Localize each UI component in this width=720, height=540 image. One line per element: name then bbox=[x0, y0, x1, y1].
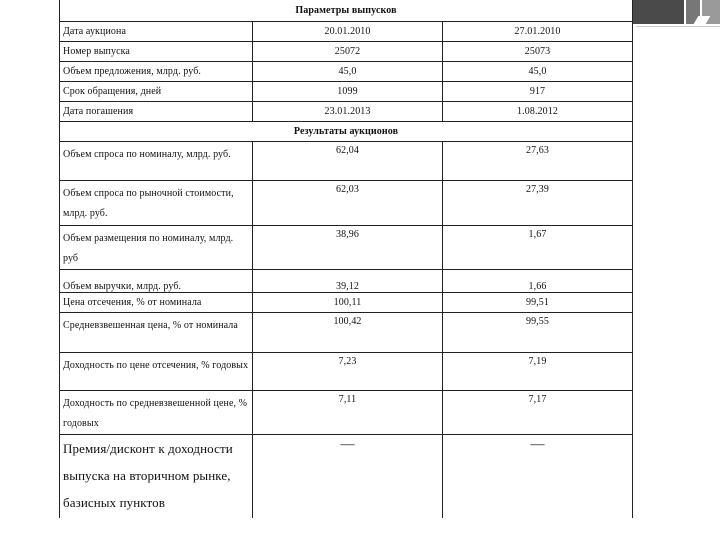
row-label: Объем спроса по номиналу, млрд. руб. bbox=[60, 141, 253, 180]
row-label: Номер выпуска bbox=[60, 41, 253, 61]
value-col1: — bbox=[253, 434, 443, 518]
row-label: Доходность по средневзвешенной цене, % годовых bbox=[60, 390, 253, 434]
value-col1: 38,96 bbox=[253, 225, 443, 269]
value-col1: 62,03 bbox=[253, 180, 443, 225]
table-row bbox=[60, 434, 633, 518]
table-row bbox=[60, 81, 633, 101]
value-col2: 25073 bbox=[443, 41, 633, 61]
row-label: Доходность по цене отсечения, % годовых bbox=[60, 352, 253, 390]
params-header: Параметры выпусков bbox=[60, 0, 633, 21]
value-col1: 45,0 bbox=[253, 61, 443, 81]
table-row bbox=[60, 41, 633, 61]
row-label: Срок обращения, дней bbox=[60, 81, 253, 101]
table-row bbox=[60, 352, 633, 390]
value-col2: 27,39 bbox=[443, 180, 633, 225]
table-row bbox=[60, 61, 633, 81]
value-col2: — bbox=[443, 434, 633, 518]
auction-table bbox=[59, 0, 633, 518]
value-col1: 23.01.2013 bbox=[253, 101, 443, 121]
table-row bbox=[60, 101, 633, 121]
value-col1: 7,11 bbox=[253, 390, 443, 434]
value-col2: 27.01.2010 bbox=[443, 21, 633, 41]
value-col1: 25072 bbox=[253, 41, 443, 61]
row-label: Цена отсечения, % от номинала bbox=[60, 292, 253, 312]
table-row bbox=[60, 21, 633, 41]
results-header: Результаты аукционов bbox=[60, 121, 633, 141]
value-col1: 100,42 bbox=[253, 312, 443, 352]
table-row bbox=[60, 292, 633, 312]
value-col2: 99,51 bbox=[443, 292, 633, 312]
value-col2: 99,55 bbox=[443, 312, 633, 352]
slide-corner-ornament bbox=[632, 0, 720, 24]
value-col2: 7,17 bbox=[443, 390, 633, 434]
value-col2: 45,0 bbox=[443, 61, 633, 81]
value-col2: 7,19 bbox=[443, 352, 633, 390]
table-row bbox=[60, 225, 633, 269]
results-header-row bbox=[60, 121, 633, 141]
value-col2: 917 bbox=[443, 81, 633, 101]
table-row bbox=[60, 269, 633, 292]
value-col2: 1,67 bbox=[443, 225, 633, 269]
params-header-row bbox=[60, 0, 633, 21]
auction-table-container bbox=[59, 0, 632, 540]
value-col1: 1099 bbox=[253, 81, 443, 101]
row-label: Дата аукциона bbox=[60, 21, 253, 41]
value-col1: 100,11 bbox=[253, 292, 443, 312]
value-col1: 20.01.2010 bbox=[253, 21, 443, 41]
row-label: Премия/дисконт к доходности выпуска на вторичном рынке, базисных пунктов bbox=[60, 434, 253, 518]
value-col1: 39,12 bbox=[253, 269, 443, 292]
value-col2: 1,66 bbox=[443, 269, 633, 292]
value-col2: 1.08.2012 bbox=[443, 101, 633, 121]
row-label: Средневзвешенная цена, % от номинала bbox=[60, 312, 253, 352]
row-label: Объем спроса по рыночной стоимости, млрд. руб. bbox=[60, 180, 253, 225]
value-col1: 7,23 bbox=[253, 352, 443, 390]
row-label: Объем размещения по номиналу, млрд. руб bbox=[60, 225, 253, 269]
value-col2: 27,63 bbox=[443, 141, 633, 180]
table-row bbox=[60, 180, 633, 225]
table-row bbox=[60, 141, 633, 180]
row-label: Дата погашения bbox=[60, 101, 253, 121]
table-row bbox=[60, 312, 633, 352]
ornament-divider bbox=[636, 26, 720, 27]
row-label: Объем предложения, млрд. руб. bbox=[60, 61, 253, 81]
value-col1: 62,04 bbox=[253, 141, 443, 180]
table-row bbox=[60, 390, 633, 434]
row-label: Объем выручки, млрд. руб. bbox=[60, 269, 253, 292]
